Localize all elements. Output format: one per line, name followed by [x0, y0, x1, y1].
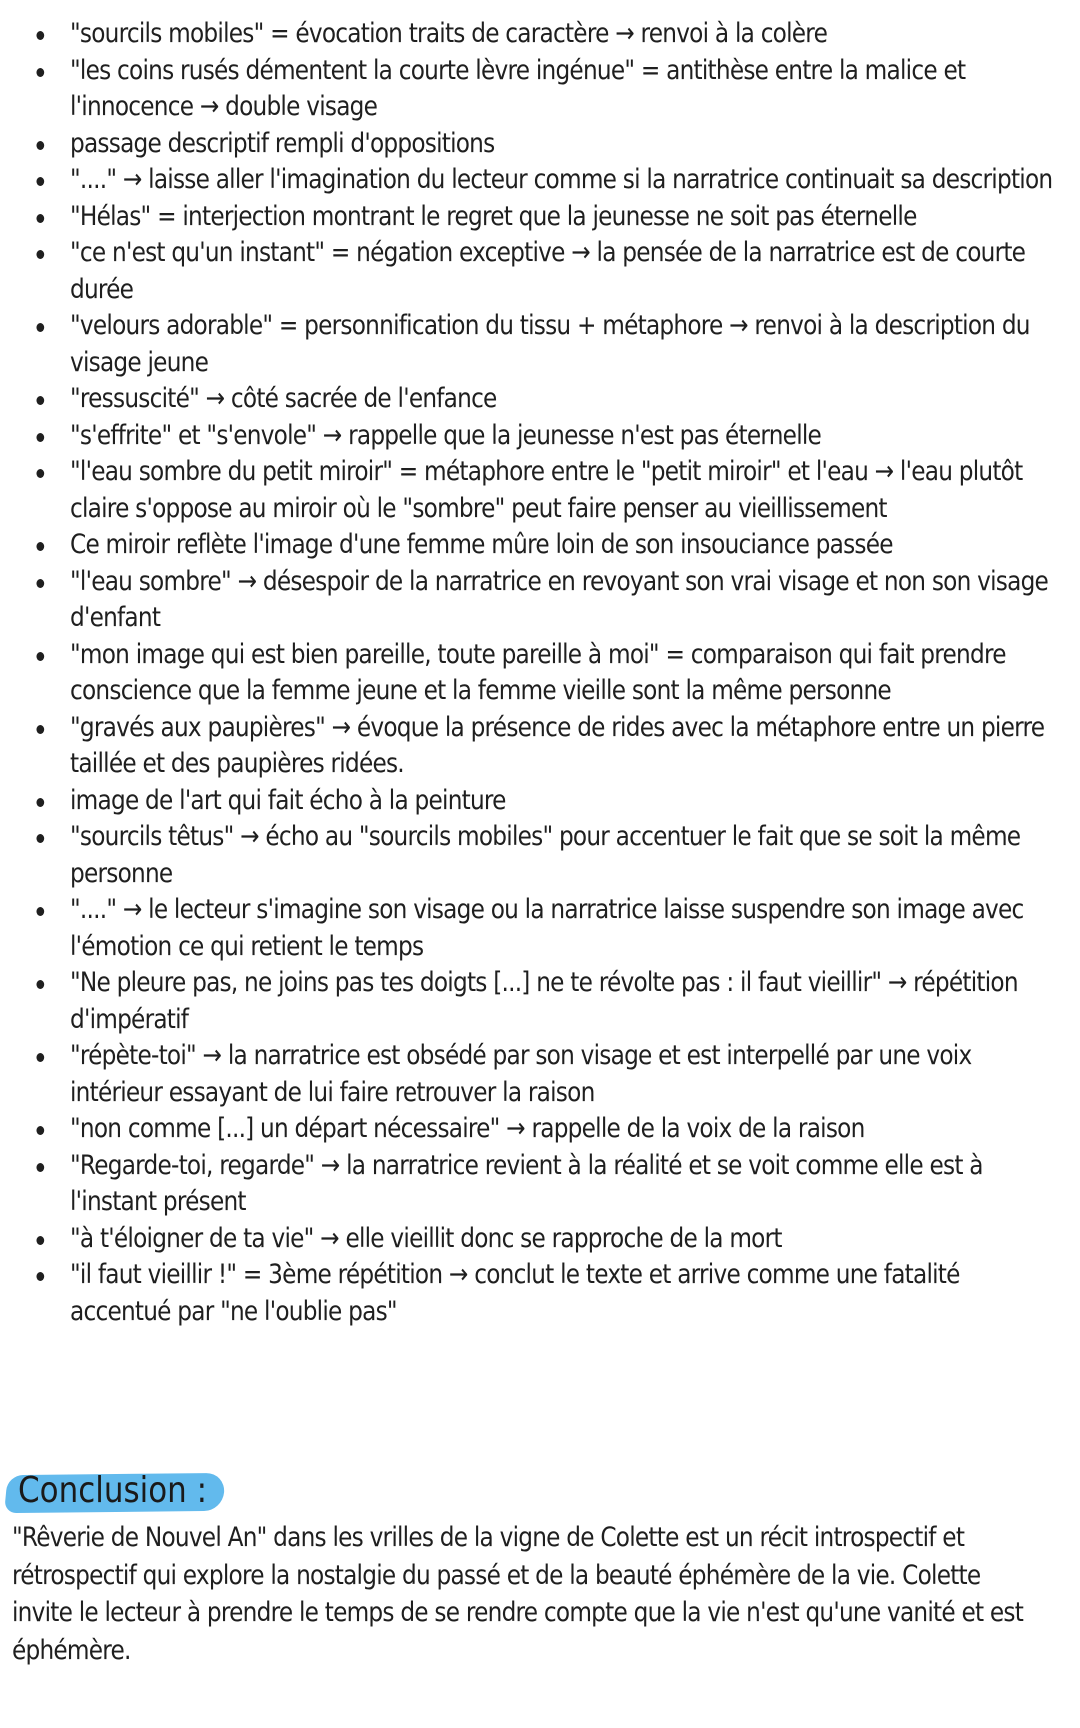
bullet-item: "s'effrite" et "s'envole" → rappelle que la jeunesse n'est pas éternelle	[70, 418, 1059, 455]
bullet-item: "Ne pleure pas, ne joins pas tes doigts [...] ne te révolte pas : il faut vieillir" → répétition d'impératif	[70, 965, 1059, 1038]
bullet-item: "sourcils mobiles" = évocation traits de caractère → renvoi à la colère	[70, 16, 1059, 53]
bullet-item: "sourcils têtus" → écho au "sourcils mobiles" pour accentuer le fait que se soit la même personne	[70, 819, 1059, 892]
bullet-item: "l'eau sombre" → désespoir de la narratrice en revoyant son vrai visage et non son visage d'enfant	[70, 564, 1059, 637]
bullet-item: "Regarde-toi, regarde" → la narratrice revient à la réalité et se voit comme elle est à l'instant présent	[70, 1148, 1059, 1221]
bullet-item: image de l'art qui fait écho à la peinture	[70, 783, 1059, 820]
bullet-item: "l'eau sombre du petit miroir" = métaphore entre le "petit miroir" et l'eau → l'eau plutôt claire s'oppose au miroir où le "sombre" peut faire penser au vieillissement	[70, 454, 1059, 527]
bullet-item: "Hélas" = interjection montrant le regret que la jeunesse ne soit pas éternelle	[70, 199, 1059, 236]
analysis-bullet-list	[70, 16, 1070, 1330]
bullet-item: "il faut vieillir !" = 3ème répétition → conclut le texte et arrive comme une fatalité accentué par "ne l'oublie pas"	[70, 1257, 1059, 1330]
bullet-item: "répète-toi" → la narratrice est obsédé par son visage et est interpellé par une voix intérieur essayant de lui faire retrouver la raison	[70, 1038, 1059, 1111]
conclusion-heading	[6, 1468, 240, 1514]
bullet-item: Ce miroir reflète l'image d'une femme mûre loin de son insouciance passée	[70, 527, 1059, 564]
bullet-item: "les coins rusés démentent la courte lèvre ingénue" = antithèse entre la malice et l'innocence → double visage	[70, 53, 1059, 126]
bullet-item: "à t'éloigner de ta vie" → elle vieillit donc se rapproche de la mort	[70, 1221, 1059, 1258]
conclusion-title: Conclusion :	[18, 1470, 208, 1511]
bullet-item: "ressuscité" → côté sacrée de l'enfance	[70, 381, 1059, 418]
bullet-item: "ce n'est qu'un instant" = négation exceptive → la pensée de la narratrice est de courte durée	[70, 235, 1059, 308]
bullet-item: "mon image qui est bien pareille, toute pareille à moi" = comparaison qui fait prendre conscience que la femme jeune et la femme vieille sont la même personne	[70, 637, 1059, 710]
conclusion-paragraph: "Rêverie de Nouvel An" dans les vrilles de la vigne de Colette est un récit introspectif et rétrospectif qui explore la nostalgie du passé et de la beauté éphémère de la vie. Colette invite le lecteur à prendre le temps de se rendre compte que la vie n'est qu'une vanité et est éphémère.	[12, 1522, 1024, 1666]
bullet-item: "velours adorable" = personnification du tissu + métaphore → renvoi à la description du visage jeune	[70, 308, 1059, 381]
bullet-item: passage descriptif rempli d'oppositions	[70, 126, 1059, 163]
bullet-item: "gravés aux paupières" → évoque la présence de rides avec la métaphore entre un pierre taillée et des paupières ridées.	[70, 710, 1059, 783]
bullet-item: "...." → laisse aller l'imagination du lecteur comme si la narratrice continuait sa description	[70, 162, 1059, 199]
bullet-item: "non comme [...] un départ nécessaire" → rappelle de la voix de la raison	[70, 1111, 1059, 1148]
bullet-item: "...." → le lecteur s'imagine son visage ou la narratrice laisse suspendre son image avec l'émotion ce qui retient le temps	[70, 892, 1059, 965]
